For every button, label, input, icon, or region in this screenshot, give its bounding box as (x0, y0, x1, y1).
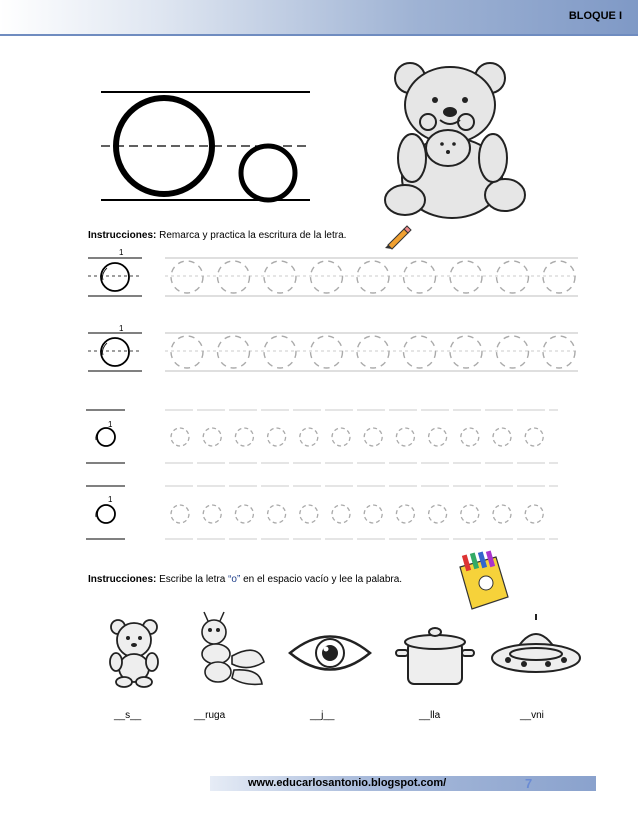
guide-letter-o (97, 428, 115, 446)
footer-url: www.educarlosantonio.blogspot.com/ (248, 777, 447, 789)
ufo-image (488, 614, 584, 690)
dotted-letter-o (450, 336, 482, 368)
word-olla: __lla (419, 710, 441, 721)
stroke-number-2: 1 (119, 324, 124, 333)
dotted-letter-o (235, 505, 253, 523)
dotted-letter-o (461, 505, 479, 523)
dotted-letter-o (364, 505, 382, 523)
dotted-letter-o (218, 336, 250, 368)
dotted-letter-o (311, 336, 343, 368)
dotted-letter-o (525, 505, 543, 523)
dotted-letter-o (404, 261, 436, 293)
guide-letter-o (97, 505, 115, 523)
word-ovni: __vni (520, 710, 544, 721)
dotted-letter-o (357, 261, 389, 293)
stroke-number-1: 1 (119, 248, 124, 257)
guide-letter-o (101, 263, 129, 291)
crayons-box-icon (452, 553, 514, 613)
dotted-letter-o (218, 261, 250, 293)
dotted-letter-o (450, 261, 482, 293)
eye-image (288, 628, 372, 678)
dotted-letter-o (396, 505, 414, 523)
dotted-letter-o (235, 428, 253, 446)
dotted-letter-o (332, 505, 350, 523)
dotted-letter-o (497, 336, 529, 368)
dotted-letter-o (171, 336, 203, 368)
dotted-letter-o (429, 428, 447, 446)
dotted-letter-o (364, 428, 382, 446)
dotted-letter-o (357, 336, 389, 368)
dotted-letter-o (461, 428, 479, 446)
guide-letter-o (101, 338, 129, 366)
dotted-letter-o (404, 336, 436, 368)
instructions-trace: Instrucciones: Remarca y practica la escritura de la letra. (88, 230, 347, 241)
dotted-letter-o (300, 428, 318, 446)
word-ojo: __j__ (310, 710, 335, 721)
instructions-write: Instrucciones: Escribe la letra “o” en el espacio vacío y lee la palabra. (88, 574, 403, 585)
dotted-letter-o (497, 261, 529, 293)
dotted-letter-o (300, 505, 318, 523)
dotted-letter-o (543, 261, 575, 293)
dotted-letter-o (171, 505, 189, 523)
dotted-letter-o (268, 505, 286, 523)
stroke-number-3: 1 (108, 420, 113, 429)
dotted-letter-o (493, 505, 511, 523)
page-number: 7 (525, 776, 533, 791)
dotted-letter-o (429, 505, 447, 523)
dotted-letter-o (203, 505, 221, 523)
dotted-letter-o (171, 428, 189, 446)
page-header-title: BLOQUE I (568, 10, 622, 22)
dotted-letter-o (493, 428, 511, 446)
dotted-letter-o (396, 428, 414, 446)
stroke-number-4: 1 (108, 495, 113, 504)
bear-image (104, 618, 164, 688)
word-oruga: __ruga (194, 710, 226, 721)
pot-image (394, 622, 476, 688)
dotted-letter-o (543, 336, 575, 368)
dotted-letter-o (311, 261, 343, 293)
dotted-letter-o (171, 261, 203, 293)
word-oso: __s__ (114, 710, 142, 721)
dotted-letter-o (332, 428, 350, 446)
dotted-letter-o (268, 428, 286, 446)
dotted-letter-o (264, 261, 296, 293)
dotted-letter-o (203, 428, 221, 446)
dotted-letter-o (525, 428, 543, 446)
caterpillar-image (188, 612, 270, 692)
dotted-letter-o (264, 336, 296, 368)
